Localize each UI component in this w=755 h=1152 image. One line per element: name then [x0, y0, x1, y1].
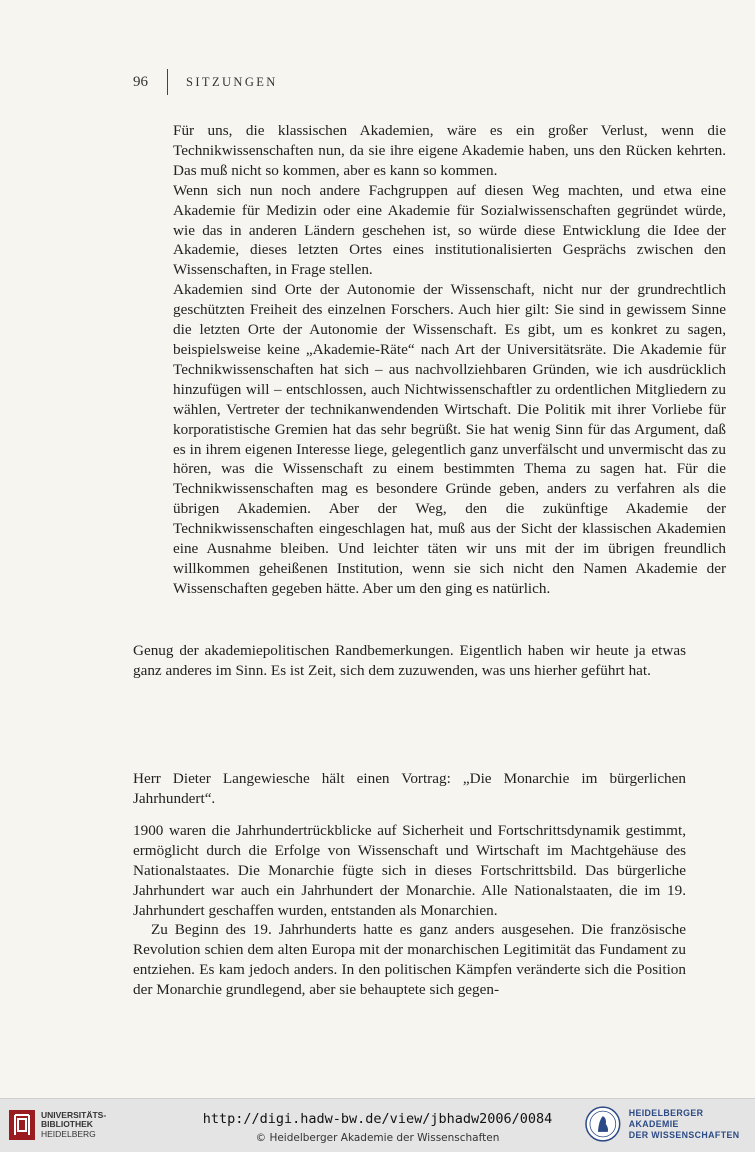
body-paragraph: Wenn sich nun noch andere Fachgruppen auf diesen Weg machten, und etwa eine Akademie für Medizin oder eine Akademie für Sozialwissenschaften gegründet würde, wie das in anderen Ländern geschehen ist, so würde diese Entwicklung die Idee der Akademie, dieses letzten Ortes eines institutionalisierten Gesprächs zwischen den Wissenschaften, in Frage stellen. [173, 181, 726, 279]
library-logo-line2: BIBLIOTHEK [41, 1119, 93, 1130]
lecture-announcement-block [133, 769, 686, 809]
page-number: 96 [133, 73, 148, 90]
body-paragraph: Genug der akademiepolitischen Randbemerkungen. Eigentlich haben wir heute ja etwas ganz anderes im Sinn. Es ist Zeit, sich dem zuzuwenden, was uns hierher geführt hat. [133, 642, 686, 679]
body-paragraph: Akademien sind Orte der Autonomie der Wissenschaft, nicht nur der grundrechtlich geschützten Freiheit des einzelnen Forschers. Auch hier gilt: Sie sind in gewissem Sinne die letzten Orte der Autonomie der Wissenschaft. Es gibt, um es konkret zu sagen, beispielsweise keine „Akademie-Räte“ nach Art der Universitätsräte. Die Akademie für Technikwissenschaften hat sich – aus nachvollziehbaren Gründen, wie ich ausdrücklich hinzufügen will – entschlossen, auch Nichtwissenschaftler zu ordentlichen Mitgliedern zu wählen, Vertreter der technikanwendenden Wirtschaft. Die Politik mit ihrer Vorliebe für korporatistische Gremien hat das sehr begrüßt. Sie hat wenig Sinn für das Argument, daß es in ihrem eigenen Interesse liege, gelegentlich ganz unverfälscht und unvermischt das zu hören, was die Wissenschaft zu einem bestimmten Thema zu sagen hat. Für die Technikwissenschaften mag es besondere Gründe geben, anders zu verfahren als die übrigen Akademien. Aber der Weg, den die zukünftige Akademie der Technikwissenschaften eingeschlagen hat, muß aus der Sicht der klassischen Akademien eine Ausnahme bleiben. Und leichter täten wir uns mit der im übrigen freundlich willkommen geheißenen Institution, wenn sie sich nicht den Namen Akademie der Wissenschaften gegeben hätte. Aber um den ging es natürlich. [173, 281, 726, 597]
academy-logo[interactable] [584, 1104, 755, 1144]
running-title: SITZUNGEN [186, 74, 278, 89]
lecture-text-block-2 [133, 920, 686, 1000]
indented-quote-block [133, 121, 726, 599]
library-logo-line3: HEIDELBERG [41, 1128, 96, 1139]
body-paragraph: Zu Beginn des 19. Jahrhunderts hatte es ganz anders ausgesehen. Die französische Revolution schien dem alten Europa mit der monarchischen Legitimität das Fundament zu entziehen. Es kam jedoch anders. In den politischen Kämpfen veränderte sich die Position der Monarchie grundlegend, aber sie behauptete sich gegen- [133, 921, 686, 998]
lecture-announcement: Herr Dieter Langewiesche hält einen Vortrag: „Die Monarchie im bürgerlichen Jahrhundert“. [133, 770, 686, 807]
header-divider [167, 69, 168, 95]
body-paragraph: Für uns, die klassischen Akademien, wäre es ein großer Verlust, wenn die Technikwissenschaften nun, da sie ihre eigene Akademie haben, uns den Rücken kehrten. Das muß nicht so kommen, aber es kann so kommen. [173, 122, 726, 179]
academy-name-line2: DER WISSENSCHAFTEN [628, 1129, 740, 1140]
lecture-text-block [133, 821, 686, 921]
page-header [133, 70, 278, 94]
permalink-url[interactable]: http://digi.hadw-bw.de/view/jbhadw2006/0084 [202, 1111, 553, 1127]
academy-name-line1: HEIDELBERGER AKADEMIE [628, 1107, 704, 1129]
body-paragraph: 1900 waren die Jahrhundertrückblicke auf Sicherheit und Fortschrittsdynamik gestimmt, ermöglicht durch die Erfolge von Wissenschaft und Wirtschaft im Machtgehäuse des Nationalstaates. Die Monarchie fügte sich in dieses Fortschrittsbild. Das bürgerliche Jahrhundert war auch ein Jahrhundert der Monarchie. Alle Nationalstaaten, die im 19. Jahrhundert geschaffen wurden, entstanden als Monarchien. [133, 822, 686, 919]
closing-paragraph-block [133, 641, 686, 681]
copyright-notice: © Heidelberger Akademie der Wissenschaften [255, 1132, 500, 1144]
academy-seal-icon [584, 1104, 622, 1144]
viewer-footer [0, 1098, 755, 1152]
library-logo-line1: UNIVERSITÄTS- [41, 1109, 107, 1120]
